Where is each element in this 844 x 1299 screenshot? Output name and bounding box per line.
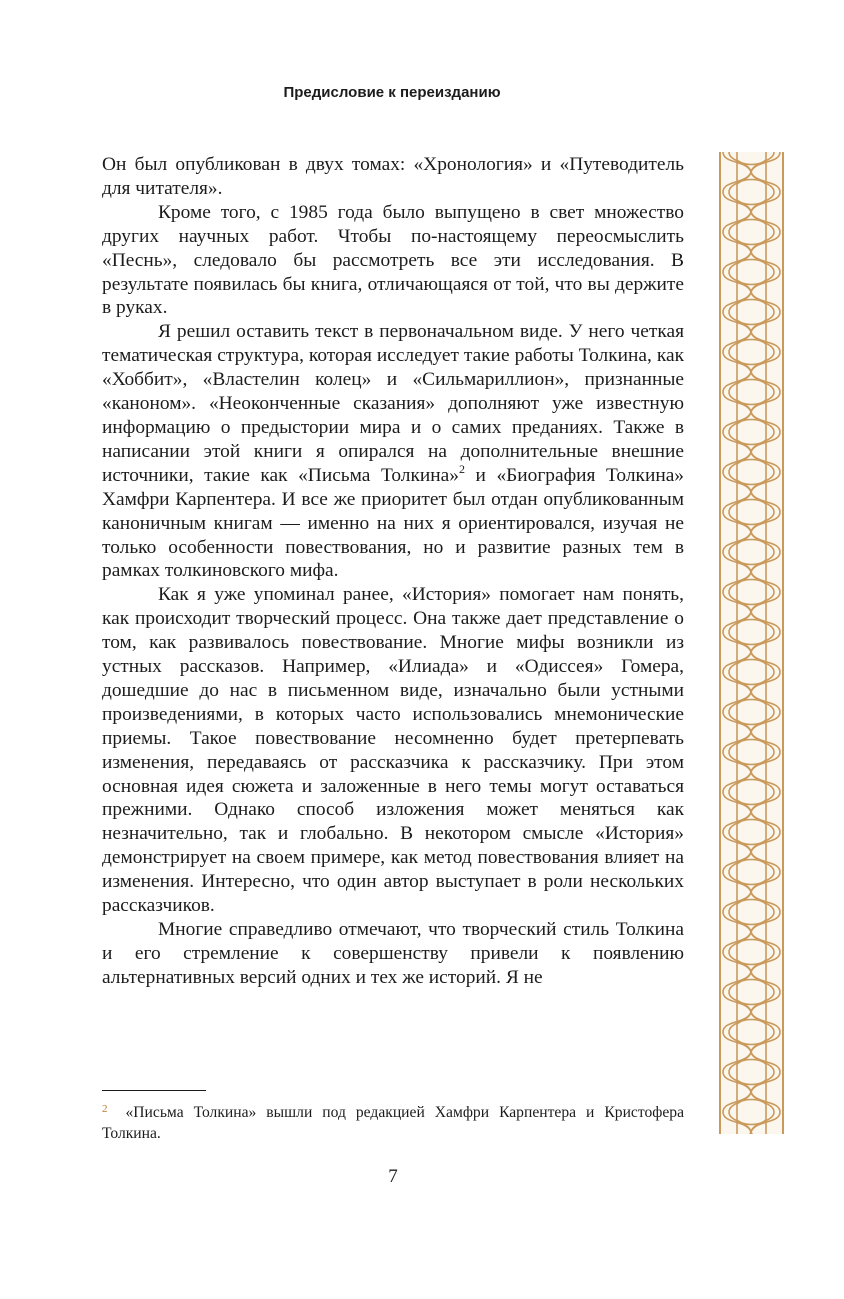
footnote <box>102 1099 684 1144</box>
paragraph-5: Многие справедливо отмечают, что творческий стиль Толкина и его стремление к совершенству привели к появлению альтернативных версий одних и тех же историй. Я не <box>102 919 684 988</box>
body-text <box>102 153 684 990</box>
paragraph-3-part-a: Я решил оставить текст в первоначальном виде. У него четкая тематическая структура, которая исследует такие работы Толкина, как «Хоббит», «Властелин колец» и «Сильмариллион», признанные «каноном». «Неоконченные сказания» дополняют уже известную информацию о предыстории мира и о самих преданиях. Также в написании этой книги я опирался на дополнительные внешние источники, такие как «Письма Толкина» <box>102 321 684 486</box>
footnote-number: 2 <box>102 1103 108 1115</box>
footnote-divider <box>102 1090 206 1091</box>
footnote-reference[interactable]: 2 <box>458 461 465 476</box>
page-number: 7 <box>388 1166 398 1187</box>
paragraph-1: Он был опубликован в двух томах: «Хронология» и «Путеводитель для читателя». <box>102 154 684 199</box>
paragraph-3 <box>102 320 684 583</box>
footnote-text: «Письма Толкина» вышли под редакцией Хамфри Карпентера и Кристофера Толкина. <box>102 1104 684 1142</box>
celtic-knot-border-icon <box>719 152 784 1134</box>
paragraph-4: Как я уже упоминал ранее, «История» помогает нам понять, как происходит творческий процесс. Она также дает представление о том, как развивалось повествование. Многие мифы возникли из устных рассказов. Например, «Илиада» и «Одиссея» Гомера, дошедшие до нас в письменном виде, изначально были устными произведениями, в которых часто использовались мнемонические приемы. Такое повествование несомненно будет претерпевать изменения, передаваясь от рассказчика к рассказчику. При этом основная идея сюжета и заложенные в него темы могут оставаться прежними. Однако способ изложения может меняться как незначительно, так и глобально. В некотором смысле «История» демонстрирует на своем примере, как метод повествования влияет на изменения. Интересно, что один автор выступает в роли нескольких рассказчиков. <box>102 584 684 917</box>
paragraph-3-part-b: и «Биография Толкина» Хамфри Карпентера. И все же приоритет был отдан опубликованным каноничным книгам — именно на них я ориентировался, изучая не только особенности повествования, но и развитие разных тем в рамках толкиновского мифа. <box>102 464 685 582</box>
paragraph-2: Кроме того, с 1985 года было выпущено в свет множество других научных работ. Чтобы по-настоящему переосмыслить «Песнь», следовало бы рассмотреть все эти исследования. В результате появилась бы книга, отличающаяся от той, что вы держите в руках. <box>102 201 684 319</box>
running-head: Предисловие к переизданию <box>283 84 501 101</box>
